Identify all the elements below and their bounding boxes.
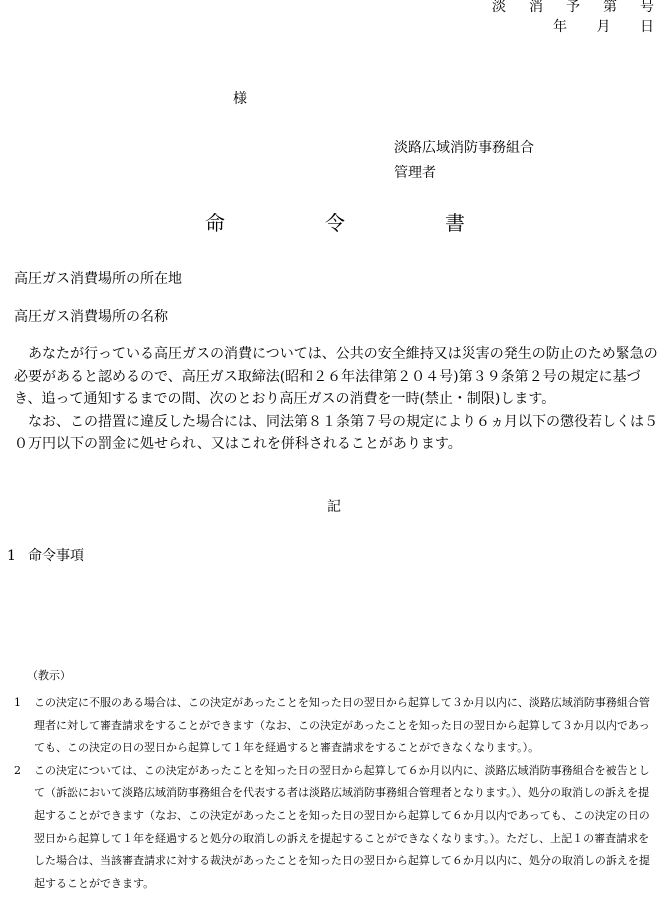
- notice-item-text: この決定に不服のある場合は、この決定があったことを知った日の翌日から起算して３か月以内に、淡路広域消防事務組合管理者に対して審査請求をすることができます（なお、この決定があったことを知った日の翌日から起算して３か月以内であっても、この決定の日の翌日から起算して１年を経過すると審査請求をすることができなくなります。）。: [34, 696, 650, 755]
- issuer-organization: 淡路広域消防事務組合: [394, 140, 534, 156]
- section-1-number: 1: [7, 548, 16, 564]
- number-char: 予: [566, 0, 580, 15]
- notice-item-text: この決定については、この決定があったことを知った日の翌日から起算して６か月以内に、淡路広域消防事務組合を被告として（訴訟において淡路広域消防事務組合を代表する者は淡路広域消防事務組合管理者となります。）、処分の取消しの訴えを提起することができます（なお、この決定があったことを知った日の翌日から起算して６か月以内であっても、この決定の日の翌日から起算して１年を経過すると処分の取消しの訴えを提起することができなくなります。）。ただし、上記１の審査請求をした場合は、当該審査請求に対する裁決があったことを知った日の翌日から起算して６か月以内に、処分の取消しの訴えを提起することができます。: [34, 763, 650, 890]
- ki-heading: 記: [327, 499, 341, 515]
- number-char: 消: [529, 0, 543, 15]
- notice-item-number: 2: [14, 763, 21, 777]
- document-title: [205, 213, 465, 233]
- notice-list: [14, 692, 659, 895]
- document-number: [492, 0, 654, 14]
- number-char: 号: [640, 0, 654, 15]
- date-day: 日: [640, 19, 654, 35]
- title-char: 命: [205, 211, 225, 235]
- number-char: 淡: [492, 0, 506, 15]
- notice-heading: （教示）: [27, 669, 71, 682]
- title-char: 令: [325, 211, 345, 235]
- body-paragraph-1: あなたが行っている高圧ガスの消費については、公共の安全維持又は災害の発生の防止のため緊急の必要があると認めるので、高圧ガス取締法(昭和２６年法律第２０４号)第３９条第２号の規定に基づき、追って通知するまでの間、次のとおり高圧ガスの消費を一時(禁止・制限)します。: [14, 346, 658, 407]
- document-date: [553, 20, 654, 34]
- title-char: 書: [445, 211, 465, 235]
- notice-item-number: 1: [14, 696, 21, 709]
- notice-item: [14, 692, 659, 760]
- issuer-title: 管理者: [394, 165, 436, 181]
- date-year: 年: [553, 19, 567, 35]
- body-paragraph-2: なお、この措置に違反した場合には、同法第８１条第７号の規定により６ヵ月以下の懲役若しくは５０万円以下の罰金に処せられ、又はこれを併科されることがあります。: [14, 413, 658, 452]
- number-char: 第: [603, 0, 617, 15]
- section-1-label: 命令事項: [28, 548, 84, 564]
- addressee-honorific: 様: [233, 91, 247, 107]
- notice-item: [14, 760, 659, 896]
- body-text: [14, 343, 658, 456]
- location-label: 高圧ガス消費場所の所在地: [14, 271, 182, 287]
- date-month: 月: [596, 19, 611, 35]
- name-label: 高圧ガス消費場所の名称: [14, 309, 168, 325]
